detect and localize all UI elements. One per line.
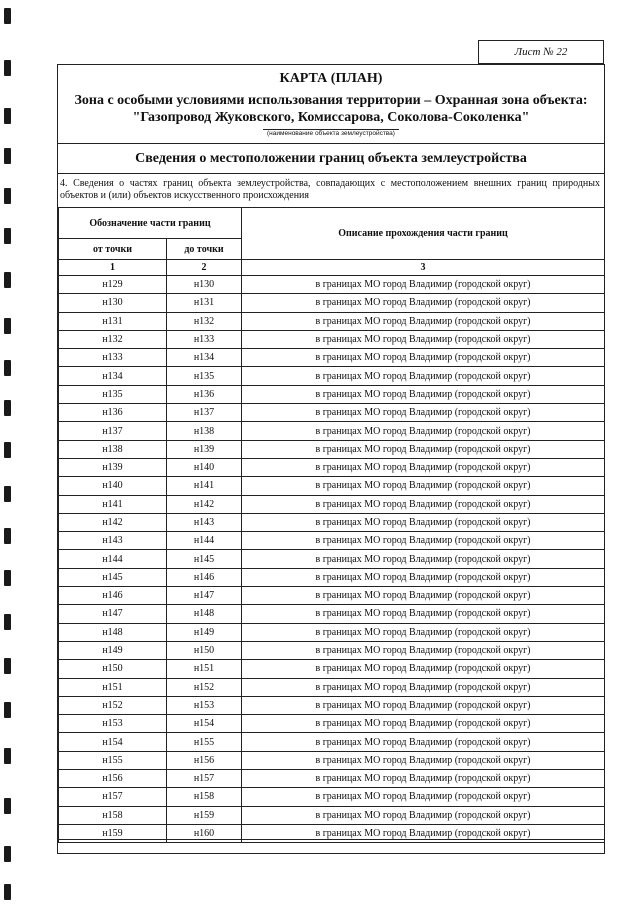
binding-hole xyxy=(4,360,11,376)
desc-cell: в границах МО город Владимир (городской округ) xyxy=(242,641,605,659)
table-row xyxy=(59,312,605,330)
table-row xyxy=(59,330,605,348)
to-cell: н133 xyxy=(167,330,242,348)
table-row xyxy=(59,623,605,641)
desc-cell: в границах МО город Владимир (городской округ) xyxy=(242,550,605,568)
binding-hole xyxy=(4,60,11,76)
table-row xyxy=(59,404,605,422)
to-cell: н130 xyxy=(167,276,242,294)
from-cell: н148 xyxy=(59,623,167,641)
table-row xyxy=(59,458,605,476)
from-cell: н157 xyxy=(59,788,167,806)
from-cell: н151 xyxy=(59,678,167,696)
zone-subtitle: Зона с особыми условиями использования территории – Охранная зона объекта: xyxy=(74,93,588,108)
desc-cell: в границах МО город Владимир (городской округ) xyxy=(242,696,605,714)
binding-hole xyxy=(4,8,11,24)
from-cell: н149 xyxy=(59,641,167,659)
object-caption-wrap xyxy=(58,130,604,137)
object-caption: (наименование объекта землеустройства) xyxy=(263,129,399,137)
table-row xyxy=(59,715,605,733)
desc-cell: в границах МО город Владимир (городской округ) xyxy=(242,312,605,330)
to-cell: н142 xyxy=(167,495,242,513)
from-cell: н154 xyxy=(59,733,167,751)
desc-cell: в границах МО город Владимир (городской округ) xyxy=(242,513,605,531)
from-cell: н158 xyxy=(59,806,167,824)
from-cell: н141 xyxy=(59,495,167,513)
sheet-number xyxy=(478,40,604,64)
table-row xyxy=(59,660,605,678)
desc-header: Описание прохождения части границ xyxy=(242,208,605,260)
binding-hole xyxy=(4,798,11,814)
from-cell: н139 xyxy=(59,458,167,476)
from-cell: н152 xyxy=(59,696,167,714)
desc-cell: в границах МО город Владимир (городской округ) xyxy=(242,824,605,842)
desc-cell: в границах МО город Владимир (городской округ) xyxy=(242,495,605,513)
table-row xyxy=(59,294,605,312)
to-cell: н139 xyxy=(167,440,242,458)
binding-hole xyxy=(4,228,11,244)
table-row xyxy=(59,385,605,403)
desc-cell: в границах МО город Владимир (городской округ) xyxy=(242,440,605,458)
from-cell: н156 xyxy=(59,770,167,788)
to-cell: н155 xyxy=(167,733,242,751)
table-body xyxy=(59,276,605,843)
to-cell: н144 xyxy=(167,532,242,550)
from-cell: н150 xyxy=(59,660,167,678)
table-row xyxy=(59,422,605,440)
document-frame xyxy=(57,64,605,854)
sheet-number-label: Лист № 22 xyxy=(514,46,568,58)
desc-cell: в границах МО город Владимир (городской округ) xyxy=(242,367,605,385)
desc-cell: в границах МО город Владимир (городской округ) xyxy=(242,276,605,294)
from-cell: н136 xyxy=(59,404,167,422)
binding-hole xyxy=(4,442,11,458)
from-cell: н146 xyxy=(59,587,167,605)
to-cell: н136 xyxy=(167,385,242,403)
to-cell: н132 xyxy=(167,312,242,330)
from-cell: н131 xyxy=(59,312,167,330)
to-cell: н156 xyxy=(167,751,242,769)
from-cell: н129 xyxy=(59,276,167,294)
binding-hole xyxy=(4,188,11,204)
desc-cell: в границах МО город Владимир (городской округ) xyxy=(242,733,605,751)
from-cell: н145 xyxy=(59,568,167,586)
to-cell: н151 xyxy=(167,660,242,678)
column-number: 1 xyxy=(59,260,167,276)
table-row xyxy=(59,349,605,367)
binding-hole xyxy=(4,486,11,502)
to-cell: н154 xyxy=(167,715,242,733)
to-cell: н146 xyxy=(167,568,242,586)
binding-hole xyxy=(4,884,11,900)
table-row xyxy=(59,733,605,751)
from-cell: н134 xyxy=(59,367,167,385)
desc-cell: в границах МО город Владимир (городской округ) xyxy=(242,678,605,696)
from-header: от точки xyxy=(59,239,167,260)
to-cell: н160 xyxy=(167,824,242,842)
desc-cell: в границах МО город Владимир (городской округ) xyxy=(242,660,605,678)
table-row xyxy=(59,696,605,714)
table-row xyxy=(59,605,605,623)
to-cell: н159 xyxy=(167,806,242,824)
desc-cell: в границах МО город Владимир (городской округ) xyxy=(242,788,605,806)
to-cell: н138 xyxy=(167,422,242,440)
to-cell: н145 xyxy=(167,550,242,568)
binding-hole xyxy=(4,570,11,586)
desc-cell: в границах МО город Владимир (городской округ) xyxy=(242,806,605,824)
desc-cell: в границах МО город Владимир (городской округ) xyxy=(242,349,605,367)
from-cell: н147 xyxy=(59,605,167,623)
table-row xyxy=(59,495,605,513)
binding-hole xyxy=(4,614,11,630)
desc-cell: в границах МО город Владимир (городской округ) xyxy=(242,605,605,623)
binding-hole xyxy=(4,318,11,334)
to-cell: н140 xyxy=(167,458,242,476)
from-cell: н144 xyxy=(59,550,167,568)
table-row xyxy=(59,568,605,586)
object-name: "Газопровод Жуковского, Комиссарова, Соколова-Соколенка" xyxy=(132,110,530,125)
desc-cell: в границах МО город Владимир (городской округ) xyxy=(242,385,605,403)
table-row xyxy=(59,477,605,495)
to-cell: н134 xyxy=(167,349,242,367)
table-row xyxy=(59,751,605,769)
from-cell: н140 xyxy=(59,477,167,495)
to-cell: н147 xyxy=(167,587,242,605)
group-header: Обозначение части границ xyxy=(59,208,242,239)
to-header: до точки xyxy=(167,239,242,260)
from-cell: н142 xyxy=(59,513,167,531)
from-cell: н137 xyxy=(59,422,167,440)
table-row xyxy=(59,678,605,696)
desc-cell: в границах МО город Владимир (городской округ) xyxy=(242,422,605,440)
from-cell: н130 xyxy=(59,294,167,312)
table-row xyxy=(59,276,605,294)
to-cell: н143 xyxy=(167,513,242,531)
desc-cell: в границах МО город Владимир (городской округ) xyxy=(242,532,605,550)
to-cell: н135 xyxy=(167,367,242,385)
to-cell: н158 xyxy=(167,788,242,806)
desc-cell: в границах МО город Владимир (городской округ) xyxy=(242,770,605,788)
table-row xyxy=(59,513,605,531)
boundary-parts-table xyxy=(58,207,605,843)
from-cell: н159 xyxy=(59,824,167,842)
desc-cell: в границах МО город Владимир (городской округ) xyxy=(242,330,605,348)
from-cell: н133 xyxy=(59,349,167,367)
to-cell: н131 xyxy=(167,294,242,312)
binding-hole xyxy=(4,846,11,862)
title-block xyxy=(58,65,604,144)
table-row xyxy=(59,367,605,385)
document-title: КАРТА (ПЛАН) xyxy=(279,71,383,86)
from-cell: н155 xyxy=(59,751,167,769)
binding-hole xyxy=(4,702,11,718)
desc-cell: в границах МО город Владимир (городской округ) xyxy=(242,623,605,641)
to-cell: н141 xyxy=(167,477,242,495)
table-row xyxy=(59,550,605,568)
column-number: 2 xyxy=(167,260,242,276)
table-row xyxy=(59,806,605,824)
from-cell: н143 xyxy=(59,532,167,550)
binding-hole xyxy=(4,108,11,124)
table-row xyxy=(59,587,605,605)
to-cell: н150 xyxy=(167,641,242,659)
table-row xyxy=(59,532,605,550)
binding-hole xyxy=(4,528,11,544)
desc-cell: в границах МО город Владимир (городской округ) xyxy=(242,404,605,422)
from-cell: н132 xyxy=(59,330,167,348)
binding-hole xyxy=(4,148,11,164)
binding-hole xyxy=(4,748,11,764)
table-row xyxy=(59,641,605,659)
to-cell: н149 xyxy=(167,623,242,641)
spiral-binding xyxy=(2,0,16,905)
from-cell: н138 xyxy=(59,440,167,458)
column-number: 3 xyxy=(242,260,605,276)
desc-cell: в границах МО город Владимир (городской округ) xyxy=(242,751,605,769)
from-cell: н153 xyxy=(59,715,167,733)
desc-cell: в границах МО город Владимир (городской округ) xyxy=(242,477,605,495)
desc-cell: в границах МО город Владимир (городской округ) xyxy=(242,587,605,605)
to-cell: н137 xyxy=(167,404,242,422)
table-row xyxy=(59,440,605,458)
to-cell: н148 xyxy=(167,605,242,623)
from-cell: н135 xyxy=(59,385,167,403)
desc-cell: в границах МО город Владимир (городской округ) xyxy=(242,294,605,312)
binding-hole xyxy=(4,400,11,416)
section-note: 4. Сведения о частях границ объекта землеустройства, совпадающих с местоположением внешних границ природных объектов и (или) объектов искусственного происхождения xyxy=(60,178,600,201)
to-cell: н152 xyxy=(167,678,242,696)
to-cell: н153 xyxy=(167,696,242,714)
frame-bottom-line xyxy=(58,839,604,840)
table-row xyxy=(59,788,605,806)
to-cell: н157 xyxy=(167,770,242,788)
desc-cell: в границах МО город Владимир (городской округ) xyxy=(242,458,605,476)
desc-cell: в границах МО город Владимир (городской округ) xyxy=(242,715,605,733)
binding-hole xyxy=(4,658,11,674)
section-title: Сведения о местоположении границ объекта землеустройства xyxy=(58,145,604,174)
desc-cell: в границах МО город Владимир (городской округ) xyxy=(242,568,605,586)
table-row xyxy=(59,770,605,788)
binding-hole xyxy=(4,272,11,288)
